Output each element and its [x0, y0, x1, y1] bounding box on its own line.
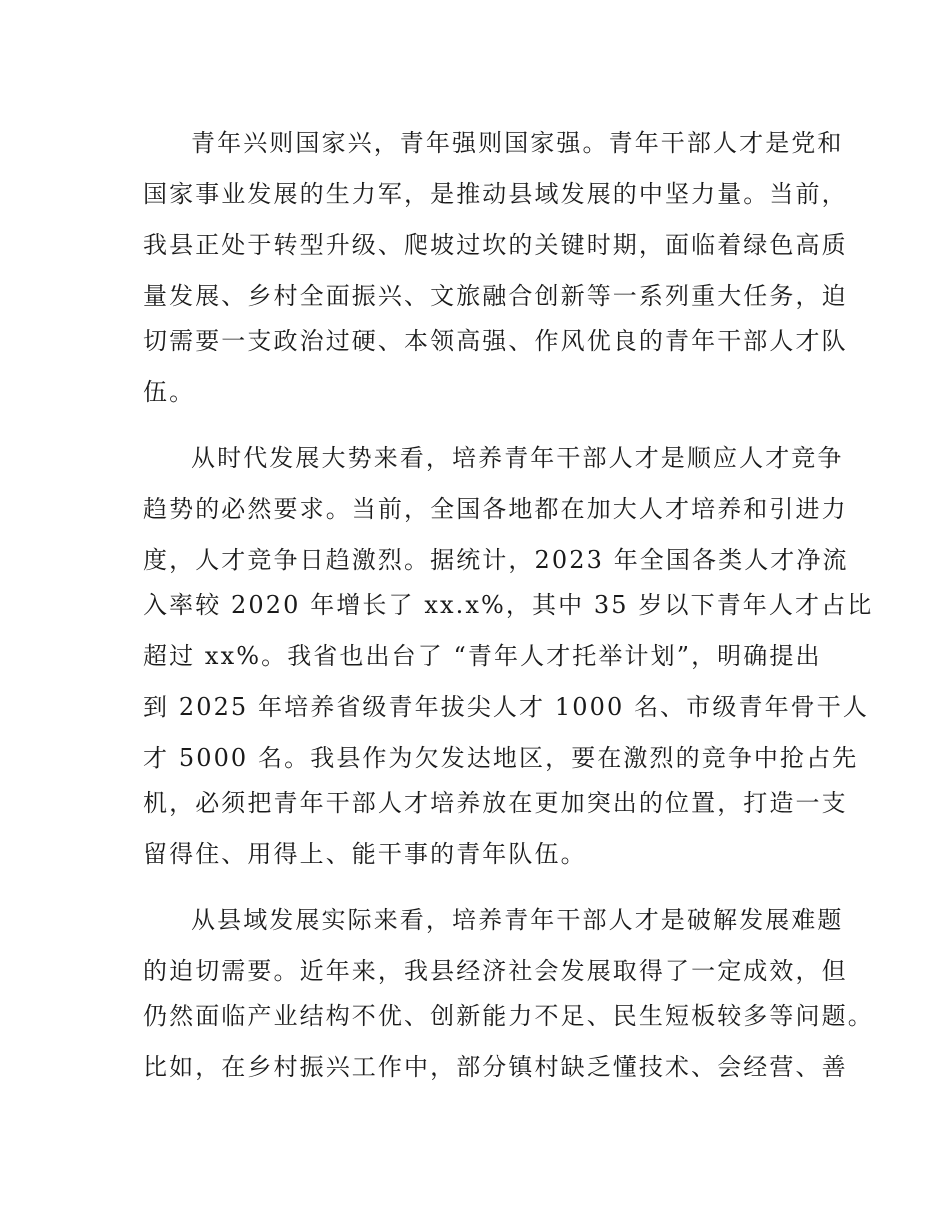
paragraph-line: 从时代发展大势来看，培养青年干部人才是顺应人才竞争 [191, 444, 844, 472]
paragraph-line: 的迫切需要。近年来，我县经济社会发展取得了一定成效，但 [143, 957, 848, 985]
paragraph-line: 国家事业发展的生力军，是推动县域发展的中坚力量。当前， [143, 180, 848, 208]
paragraph-line: 入率较 2020 年增长了 xx.x%，其中 35 岁以下青年人才占比 [143, 591, 874, 619]
paragraph-line: 比如，在乡村振兴工作中，部分镇村缺乏懂技术、会经营、善 [143, 1053, 848, 1081]
paragraph-line: 伍。 [143, 378, 196, 406]
paragraph-line: 到 2025 年培养省级青年拔尖人才 1000 名、市级青年骨干人 [143, 693, 869, 721]
paragraph-line: 从县域发展实际来看，培养青年干部人才是破解发展难题 [191, 906, 844, 934]
paragraph-line: 留得住、用得上、能干事的青年队伍。 [143, 840, 587, 868]
paragraph-line: 才 5000 名。我县作为欠发达地区，要在激烈的竞争中抢占先 [143, 744, 859, 772]
paragraph-line: 仍然面临产业结构不优、创新能力不足、民生短板较多等问题。 [143, 1002, 874, 1030]
paragraph-line: 切需要一支政治过硬、本领高强、作风优良的青年干部人才队 [143, 327, 848, 355]
paragraph-line: 趋势的必然要求。当前，全国各地都在加大人才培养和引进力 [143, 495, 848, 523]
paragraph-line: 量发展、乡村全面振兴、文旅融合创新等一系列重大任务，迫 [143, 282, 848, 310]
paragraph-line: 青年兴则国家兴，青年强则国家强。青年干部人才是党和 [191, 129, 844, 157]
paragraph-line: 度，人才竞争日趋激烈。据统计，2023 年全国各类人才净流 [143, 546, 849, 574]
paragraph-line: 机，必须把青年干部人才培养放在更加突出的位置，打造一支 [143, 789, 848, 817]
paragraph-line: 我县正处于转型升级、爬坡过坎的关键时期，面临着绿色高质 [143, 231, 848, 259]
paragraph-line: 超过 xx%。我省也出台了 “青年人才托举计划”，明确提出 [143, 642, 822, 670]
